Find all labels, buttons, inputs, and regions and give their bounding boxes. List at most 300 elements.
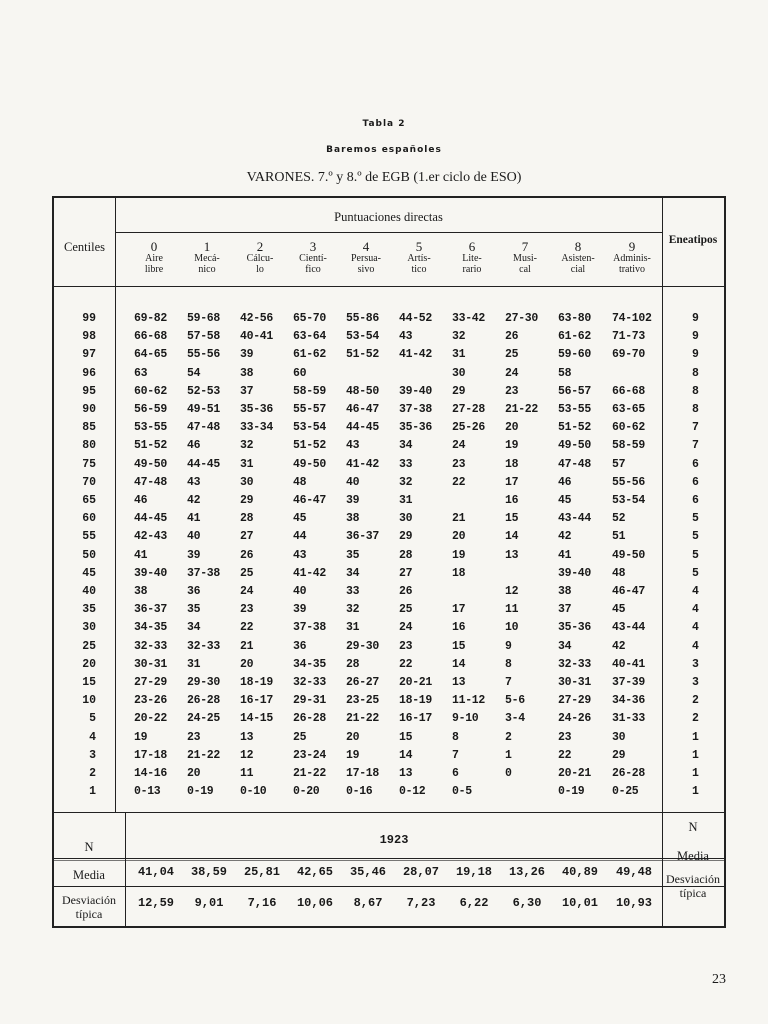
eneatipo-value: 8 [692,384,699,398]
score-cell: 39 [346,494,360,507]
eneatipo-value: 4 [692,639,699,653]
score-cell: 0-10 [240,785,267,799]
score-cell: 20-22 [134,712,168,726]
score-cell: 56-59 [134,403,168,416]
score-cell: 33 [399,457,413,471]
score-cell: 14 [399,748,413,762]
footer-left-divider [125,812,126,926]
score-cell: 59-68 [187,312,221,325]
score-cell: 26 [399,585,413,598]
score-cell: 32 [399,475,413,489]
centile-value: 96 [82,366,96,380]
footer-line-1 [54,858,724,859]
score-cell: 66-68 [134,330,168,344]
score-cell: 17-18 [134,748,168,762]
eneatipo-value: 8 [692,366,699,380]
score-cell: 40 [346,475,360,489]
eneatipos-header: Eneatipos [668,234,718,246]
score-cell: 23 [399,639,413,653]
media-value: 28,07 [402,865,439,879]
centile-value: 20 [82,657,96,671]
score-cell: 25 [240,566,254,580]
score-cell: 29-31 [293,694,327,708]
score-cell: 35-36 [399,421,433,435]
score-cell: 20-21 [399,676,433,689]
score-cell: 57 [612,457,626,471]
score-cell: 60 [293,366,307,380]
column-number-1: 1 [203,239,211,254]
score-cell: 55-56 [187,348,221,362]
desv-value: 10,01 [561,896,598,910]
centile-value: 60 [82,512,96,526]
score-cell: 41-42 [399,348,433,362]
score-cell: 40-41 [612,657,646,671]
score-cell: 17-18 [346,767,380,780]
score-cell: 31 [346,621,360,635]
score-cell: 45 [293,512,307,526]
eneatipo-value: 6 [692,475,699,489]
centile-value: 4 [89,730,96,744]
table-title: VARONES. 7.º y 8.º de EGB (1.er ciclo de ESO) [246,170,522,185]
score-cell: 37-38 [293,621,327,635]
score-cell: 9 [505,639,512,653]
desv-value: 10,93 [615,896,652,910]
score-cell: 36 [187,585,201,598]
centile-value: 35 [82,603,96,617]
score-cell: 58-59 [293,384,327,398]
score-cell: 58 [558,366,572,380]
score-cell: 53-55 [558,403,592,416]
desv-value: 10,06 [296,896,333,910]
score-cell: 0-19 [558,785,585,799]
column-label-4-line2: sivo [357,264,375,275]
media-value: 49,48 [615,865,652,879]
desv-value: 6,30 [512,896,542,910]
column-label-1-line2: nico [198,264,216,275]
score-cell: 65-70 [293,312,327,325]
score-cell: 31-33 [612,712,646,726]
eneatipos-divider [662,198,663,812]
column-label-1: Mecá- [194,253,220,264]
score-cell: 19 [346,748,360,762]
score-cell: 41 [558,548,572,562]
score-cell: 8 [505,657,512,671]
score-cell: 28 [240,512,254,526]
score-cell: 19 [452,548,466,562]
eneatipo-value: 9 [692,348,699,362]
score-cell: 20-21 [558,767,592,780]
score-cell: 25 [399,603,413,617]
media-value: 38,59 [190,865,227,879]
table-frame [52,196,726,928]
score-cell: 34-36 [612,694,646,708]
score-cell: 42-56 [240,312,274,325]
score-cell: 42-43 [134,530,168,544]
centiles-divider [115,198,116,812]
desv-label-line1: Desviación [666,872,720,886]
column-number-5: 5 [415,239,423,254]
score-cell: 24-26 [558,712,592,726]
score-cell: 37-38 [399,403,433,416]
score-cell: 48 [293,475,307,489]
score-cell: 23 [187,730,201,744]
column-label-0: Aire [145,253,163,264]
score-cell: 46 [558,475,572,489]
column-label-3: Cientí- [299,253,327,264]
score-cell: 33-42 [452,312,486,325]
score-cell: 14-16 [134,767,168,780]
score-cell: 30 [612,730,626,744]
score-cell: 31 [399,494,413,507]
score-cell: 48 [612,566,626,580]
column-number-8: 8 [574,239,582,254]
score-cell: 29 [399,530,413,544]
centile-value: 30 [82,621,96,635]
score-cell: 20 [505,421,519,435]
score-cell: 26-28 [612,767,646,780]
score-cell: 26-28 [293,712,327,726]
centile-value: 55 [82,530,96,544]
score-cell: 32 [346,603,360,617]
score-cell: 32-33 [293,676,327,689]
score-cell: 46-47 [346,403,380,416]
score-cell: 0-5 [452,785,472,799]
score-cell: 46-47 [612,585,646,598]
score-cell: 21-22 [505,403,539,416]
score-cell: 23 [240,603,254,617]
header-bottom-line [54,286,724,287]
score-cell: 23 [558,730,572,744]
score-cell: 24 [399,621,413,635]
column-number-6: 6 [468,239,476,254]
score-cell: 19 [505,439,519,453]
score-cell: 34-35 [134,621,168,635]
score-cell: 35 [346,548,360,562]
score-cell: 7 [452,748,459,762]
score-cell: 21 [452,512,466,526]
score-cell: 32-33 [558,657,592,671]
score-cell: 38 [558,585,572,598]
score-cell: 36-37 [346,530,380,544]
score-cell: 43 [293,548,307,562]
score-cell: 44-45 [346,421,380,435]
footer-line-1b [54,860,724,861]
n-value: 1923 [379,833,409,847]
score-cell: 45 [558,494,572,507]
table-subtitle: Baremos españoles [326,145,442,155]
centile-value: 50 [82,548,96,562]
score-cell: 22 [240,621,254,635]
score-cell: 49-51 [187,403,221,416]
score-cell: 5-6 [505,694,525,708]
desv-value: 8,67 [353,896,383,910]
score-cell: 46 [134,494,148,507]
score-cell: 42 [558,530,572,544]
score-cell: 0-16 [346,785,373,799]
desv-value: 12,59 [137,896,174,910]
score-cell: 46 [187,439,201,453]
score-cell: 39-40 [558,566,592,580]
score-cell: 8 [452,730,459,744]
score-cell: 30 [240,475,254,489]
eneatipo-value: 5 [692,566,699,580]
centile-value: 15 [82,676,96,689]
score-cell: 33 [346,585,360,598]
centile-value: 90 [82,403,96,416]
score-cell: 49-50 [134,457,168,471]
score-cell: 71-73 [612,330,646,344]
score-cell: 53-54 [612,494,646,507]
score-cell: 47-48 [134,475,168,489]
media-value: 40,89 [561,865,598,879]
score-cell: 24 [505,366,519,380]
score-cell: 30-31 [134,657,168,671]
eneatipo-value: 8 [692,403,699,416]
score-cell: 39-40 [134,566,168,580]
column-label-6: Lite- [462,253,482,264]
score-cell: 37-38 [187,566,221,580]
centile-value: 40 [82,585,96,598]
column-label-0-line2: libre [144,264,164,275]
score-cell: 23-24 [293,748,327,762]
centile-value: 5 [89,712,96,726]
score-cell: 60-62 [612,421,646,435]
column-label-8-line2: cial [570,264,586,275]
score-cell: 13 [399,767,413,780]
score-cell: 61-62 [558,330,592,344]
score-cell: 14 [505,530,519,544]
score-cell: 55-56 [612,475,646,489]
score-cell: 43-44 [558,512,592,526]
eneatipo-value: 6 [692,457,699,471]
column-number-7: 7 [521,239,529,254]
score-cell: 16-17 [399,712,433,726]
score-cell: 0-19 [187,785,214,799]
score-cell: 41 [134,548,148,562]
score-cell: 63-64 [293,330,327,344]
desv-label-left [54,893,124,921]
score-cell: 21-22 [187,748,221,762]
score-cell: 41-42 [346,457,380,471]
score-cell: 66-68 [612,384,646,398]
centile-value: 95 [82,384,96,398]
column-number-0: 0 [150,239,158,254]
score-cell: 6 [452,767,459,780]
column-label-2-line2: lo [256,264,264,275]
score-cell: 7 [505,676,512,689]
score-cell: 51-52 [346,348,380,362]
centile-value: 65 [82,494,96,507]
score-cell: 20 [452,530,466,544]
score-cell: 45 [612,603,626,617]
score-cell: 16 [452,621,466,635]
score-cell: 21-22 [346,712,380,726]
desv-label-right [662,872,724,900]
score-cell: 43 [187,475,201,489]
score-cell: 31 [452,348,466,362]
score-cell: 52 [612,512,626,526]
score-cell: 26 [505,330,519,344]
score-cell: 31 [240,457,254,471]
score-cell: 56-57 [558,384,592,398]
centile-value: 80 [82,439,96,453]
score-cell: 44-45 [134,512,168,526]
media-value: 42,65 [296,865,333,879]
score-cell: 53-54 [293,421,327,435]
column-label-7-line2: cal [519,264,531,275]
score-cell: 30 [399,512,413,526]
score-cell: 13 [240,730,254,744]
eneatipo-value: 7 [692,421,699,435]
score-cell: 30-31 [558,676,592,689]
score-cell: 51-52 [134,439,168,453]
score-cell: 63 [134,366,148,380]
score-cell: 27-29 [134,676,168,689]
table-label: Tabla 2 [362,119,406,129]
column-number-3: 3 [309,239,317,254]
eneatipo-value: 1 [692,785,699,799]
score-cell: 23 [452,457,466,471]
score-cell: 32-33 [134,639,168,653]
score-cell: 22 [399,657,413,671]
score-cell: 49-50 [612,548,646,562]
score-cell: 57-58 [187,330,221,344]
column-number-4: 4 [362,239,370,254]
score-cell: 24-25 [187,712,221,726]
score-cell: 74-102 [612,312,652,325]
score-cell: 47-48 [187,421,221,435]
score-cell: 29 [452,384,466,398]
score-cell: 0-12 [399,785,426,799]
score-cell: 51-52 [293,439,327,453]
score-cell: 36-37 [134,603,168,617]
score-cell: 31 [187,657,201,671]
score-cell: 44 [293,530,307,544]
eneatipo-value: 9 [692,330,699,344]
score-cell: 43 [399,330,413,344]
column-number-9: 9 [628,239,636,254]
column-label-4: Persua- [351,253,381,264]
score-cell: 12 [240,748,254,762]
column-label-2: Cálcu- [246,253,274,264]
column-label-9: Adminis- [613,253,651,264]
centile-value: 97 [82,348,96,362]
centile-value: 98 [82,330,96,344]
score-cell: 47-48 [558,457,592,471]
score-cell: 17 [452,603,466,617]
n-label-right: N [688,820,698,834]
score-cell: 29-30 [346,639,380,653]
score-cell: 28 [346,657,360,671]
score-cell: 35-36 [558,621,592,635]
score-cell: 12 [505,585,519,598]
score-cell: 34 [558,639,572,653]
centile-value: 3 [89,748,96,762]
centile-value: 2 [89,767,96,780]
media-value: 41,04 [137,865,174,879]
score-cell: 16 [505,494,519,507]
score-cell: 60-62 [134,384,168,398]
score-cell: 32 [452,330,466,344]
score-cell: 42 [187,494,201,507]
score-cell: 41 [187,512,201,526]
score-cell: 32 [240,439,254,453]
eneatipo-value: 2 [692,694,699,708]
score-cell: 48-50 [346,384,380,398]
score-cell: 26-28 [187,694,221,708]
centiles-header: Centiles [64,240,105,254]
column-number-2: 2 [256,239,264,254]
score-cell: 41-42 [293,566,327,580]
score-cell: 63-65 [612,403,646,416]
eneatipo-value: 3 [692,676,699,689]
eneatipo-value: 4 [692,621,699,635]
score-cell: 39 [293,603,307,617]
score-cell: 11 [240,767,254,780]
score-cell: 20 [346,730,360,744]
score-cell: 36 [293,639,307,653]
score-cell: 34 [187,621,201,635]
score-cell: 58-59 [612,439,646,453]
column-label-8: Asisten- [561,253,595,264]
puntuaciones-underline [115,232,662,233]
eneatipo-value: 1 [692,767,699,780]
score-cell: 16-17 [240,694,274,708]
score-cell: 22 [452,475,466,489]
score-cell: 69-70 [612,348,646,362]
score-cell: 34 [399,439,413,453]
score-cell: 69-82 [134,312,168,325]
score-cell: 19 [134,730,148,744]
score-cell: 15 [452,639,466,653]
media-label-left: Media [73,868,105,882]
desv-value: 9,01 [194,896,224,910]
score-cell: 1 [505,748,512,762]
score-cell: 37 [240,384,254,398]
score-cell: 9-10 [452,712,479,726]
eneatipo-value: 1 [692,748,699,762]
score-cell: 13 [452,676,466,689]
media-label-right: Media [677,849,709,863]
score-cell: 39 [187,548,201,562]
eneatipo-value: 4 [692,603,699,617]
score-cell: 14-15 [240,712,274,726]
n-label-left: N [84,840,94,854]
eneatipo-value: 2 [692,712,699,726]
score-cell: 52-53 [187,384,221,398]
score-cell: 49-50 [293,457,327,471]
score-cell: 21 [240,639,254,653]
score-cell: 20 [187,767,201,780]
eneatipo-value: 3 [692,657,699,671]
score-cell: 17 [505,475,519,489]
score-cell: 30 [452,366,466,380]
score-cell: 44-52 [399,312,433,325]
score-cell: 25-26 [452,421,486,435]
centile-value: 99 [82,312,96,325]
centile-value: 1 [89,785,96,799]
score-cell: 38 [240,366,254,380]
score-cell: 37-39 [612,676,646,689]
score-cell: 51-52 [558,421,592,435]
footer-line-2 [54,886,724,887]
score-cell: 25 [293,730,307,744]
media-value: 25,81 [243,865,280,879]
score-cell: 49-50 [558,439,592,453]
eneatipo-value: 9 [692,312,699,325]
score-cell: 3-4 [505,712,525,726]
column-label-5: Artís- [407,253,431,264]
